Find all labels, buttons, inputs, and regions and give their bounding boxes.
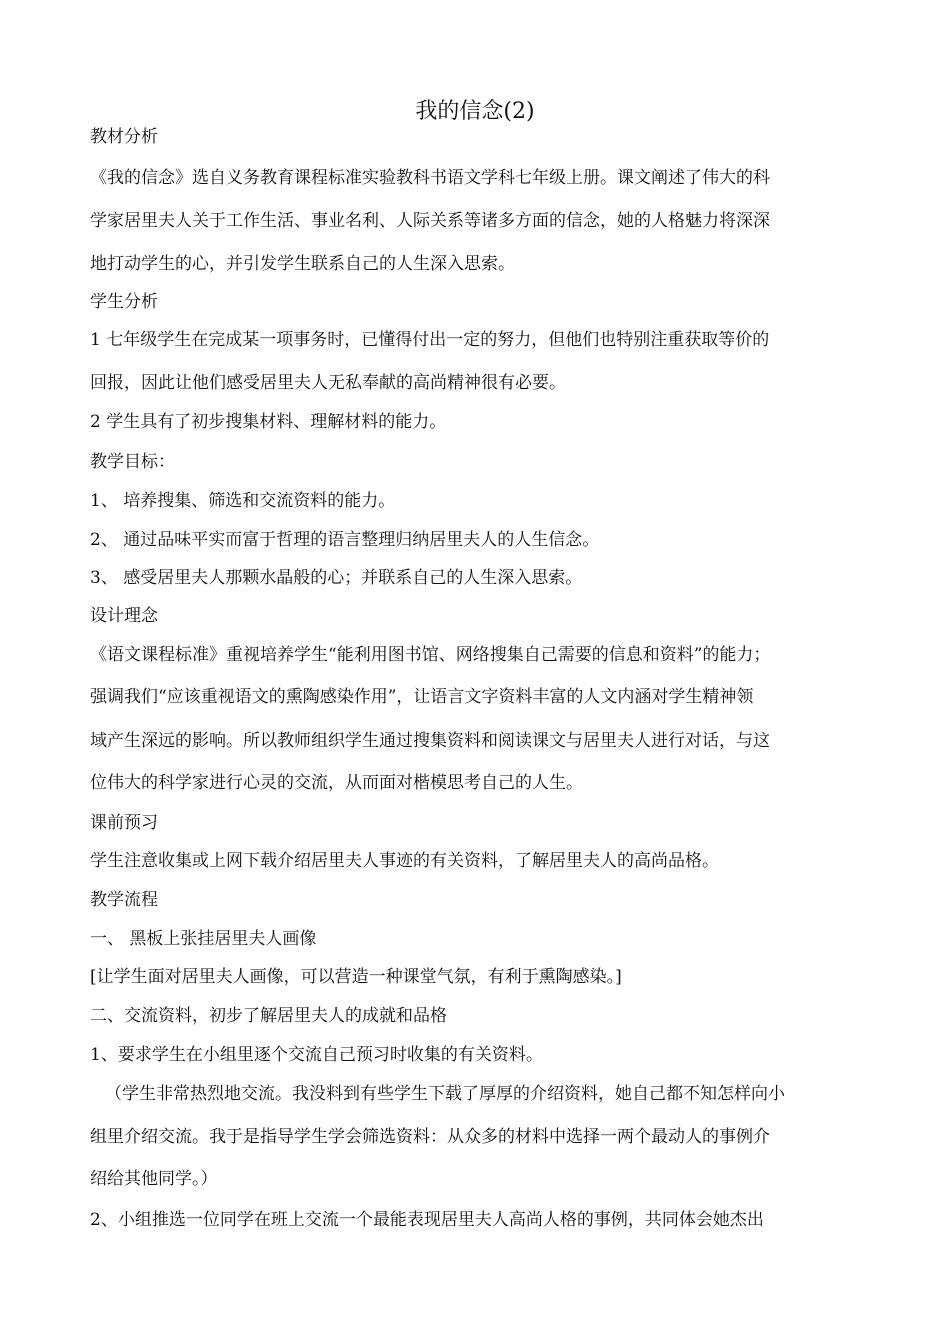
paragraph-line: [让学生面对居里夫人画像，可以营造一种课堂气氛，有利于熏陶感染。]: [90, 967, 622, 987]
heading-design-concept: 设计理念: [90, 606, 158, 626]
list-item: 2、小组推选一位同学在班上交流一个最能表现居里夫人高尚人格的事例，共同体会她杰出: [90, 1210, 764, 1230]
paragraph-line: 2 学生具有了初步搜集材料、理解材料的能力。: [90, 412, 447, 432]
list-item: 2、 通过品味平实而富于哲理的语言整理归纳居里夫人的人生信念。: [90, 530, 600, 550]
paragraph-line: 绍给其他同学。）: [90, 1169, 218, 1189]
heading-preview: 课前预习: [90, 813, 158, 833]
heading-student-analysis: 学生分析: [90, 292, 158, 312]
paragraph-line: 地打动学生的心，并引发学生联系自己的人生深入思索。: [90, 254, 515, 274]
list-item: 1、要求学生在小组里逐个交流自己预习时收集的有关资料。: [90, 1045, 543, 1065]
list-item: 二、交流资料，初步了解居里夫人的成就和品格: [90, 1006, 447, 1026]
paragraph-line: 学生注意收集或上网下载介绍居里夫人事迹的有关资料，了解居里夫人的高尚品格。: [90, 851, 719, 871]
paragraph-line: 《语文课程标准》重视培养学生“能利用图书馆、网络搜集自己需要的信息和资料”的能力；: [90, 645, 771, 665]
list-item: 3、 感受居里夫人那颗水晶般的心；并联系自己的人生深入思索。: [90, 568, 583, 588]
paragraph-line: 位伟大的科学家进行心灵的交流，从而面对楷模思考自己的人生。: [90, 773, 583, 793]
list-item: 1、 培养搜集、筛选和交流资料的能力。: [90, 491, 396, 511]
heading-teaching-process: 教学流程: [90, 890, 158, 910]
paragraph-line: 回报，因此让他们感受居里夫人无私奉献的高尚精神很有必要。: [90, 373, 566, 393]
list-item: 一、 黑板上张挂居里夫人画像: [90, 929, 317, 949]
paragraph-line: 强调我们“应该重视语文的熏陶感染作用”，让语言文字资料丰富的人文内涵对学生精神领: [90, 687, 754, 707]
paragraph-line: 1 七年级学生在完成某一项事务时，已懂得付出一定的努力，但他们也特别注重获取等价的: [90, 330, 770, 350]
paragraph-line: 组里介绍交流。我于是指导学生学会筛选资料：从众多的材料中选择一两个最动人的事例介: [90, 1127, 770, 1147]
heading-textbook-analysis: 教材分析: [90, 127, 158, 147]
paragraph-line: （学生非常热烈地交流。我没料到有些学生下载了厚厚的介绍资料，她自己都不知怎样向小: [105, 1084, 785, 1104]
paragraph-line: 《我的信念》选自义务教育课程标准实验教科书语文学科七年级上册。课文阐述了伟大的科: [90, 168, 770, 188]
heading-teaching-goals: 教学目标：: [90, 452, 175, 472]
paragraph-line: 学家居里夫人关于工作生活、事业名利、人际关系等诸多方面的信念，她的人格魅力将深深: [90, 211, 770, 231]
document-title: 我的信念(2): [415, 99, 535, 124]
paragraph-line: 域产生深远的影响。所以教师组织学生通过搜集资料和阅读课文与居里夫人进行对话，与这: [90, 731, 770, 751]
